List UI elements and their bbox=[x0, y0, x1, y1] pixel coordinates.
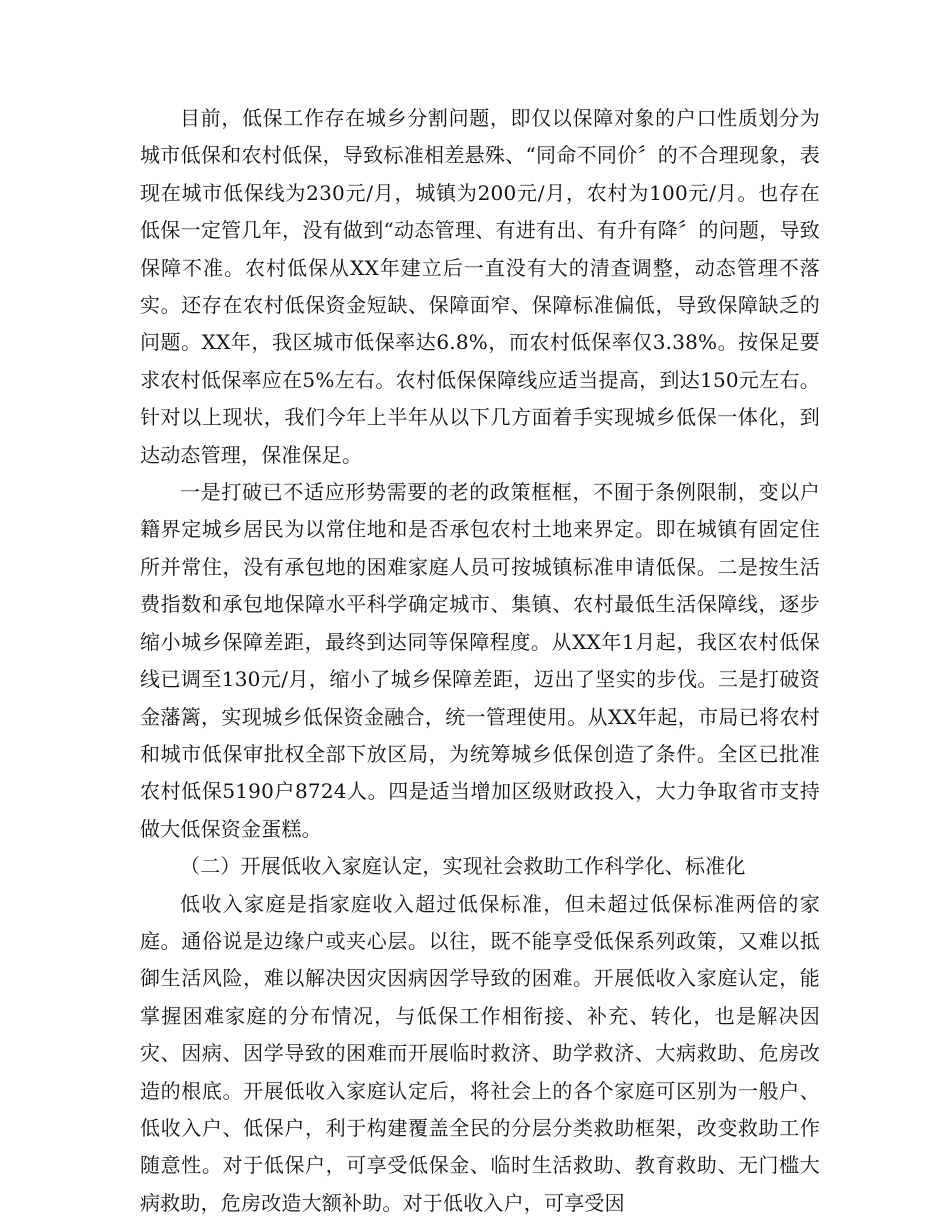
paragraph-urban-rural-split: 目前，低保工作存在城乡分割问题，即仅以保障对象的户口性质划分为城市低保和农村低保，导致标准相差悬殊、“同命不同价〞的不合理现象，表现在城市低保线为230元/月，城镇为200元/月，农村为100元/月。也存在低保一定管几年，没有做到“动态管理、有进有出、有升有降〞的问题，导致保障不准。农村低保从XX年建立后一直没有大的清查调整，动态管理不落实。还存在农村低保资金短缺、保障面窄、保障标准偏低，导致保障缺乏的问题。XX年，我区城市低保率达6.8%，而农村低保率仅3.38%。按保足要求农村低保率应在5%左右。农村低保保障线应适当提高，到达150元左右。针对以上现状，我们今年上半年从以下几方面着手实现城乡低保一体化，到达动态管理，保准保足。 bbox=[140, 106, 820, 467]
section-subheading: （二）开展低收入家庭认定，实现社会救助工作科学化、标准化 bbox=[180, 854, 746, 879]
paragraph-measures: 一是打破已不适应形势需要的老的政策框框，不囿于条例限制，变以户籍界定城乡居民为以常住地和是否承包农村土地来界定。即在城镇有固定住所并常住，没有承包地的困难家庭人员可按城镇标准申请低保。二是按生活费指数和承包地保障水平科学确定城市、集镇、农村最低生活保障线，逐步缩小城乡保障差距，最终到达同等保障程度。从XX年1月起，我区农村低保线已调至130元/月，缩小了城乡保障差距，迈出了坚实的步伐。三是打破资金藩篱，实现城乡低保资金融合，统一管理使用。从XX年起，市局已将农村和城市低保审批权全部下放区局，为统筹城乡低保创造了条件。全区已批准农村低保5190户8724人。四是适当增加区级财政投入，大力争取省市支持做大低保资金蛋糕。 bbox=[140, 480, 820, 841]
paragraph-low-income-families: 低收入家庭是指家庭收入超过低保标准，但未超过低保标准两倍的家庭。通俗说是边缘户或夹心层。以往，既不能享受低保系列政策，又难以抵御生活风险，难以解决因灾因病因学导致的困难。开展低收入家庭认定，能掌握困难家庭的分布情况，与低保工作相衔接、补充、转化，也是解决因灾、因病、因学导致的困难而开展临时救济、助学救济、大病救助、危房改造的根底。开展低收入家庭认定后，将社会上的各个家庭可区别为一般户、低收入户、低保户，利于构建覆盖全民的分层分类救助框架，改变救助工作随意性。对于低保户，可享受低保金、临时生活救助、教育救助、无门槛大病救助，危房改造大额补助。对于低收入户，可享受因 bbox=[140, 891, 820, 1215]
document-body bbox=[140, 100, 820, 1222]
